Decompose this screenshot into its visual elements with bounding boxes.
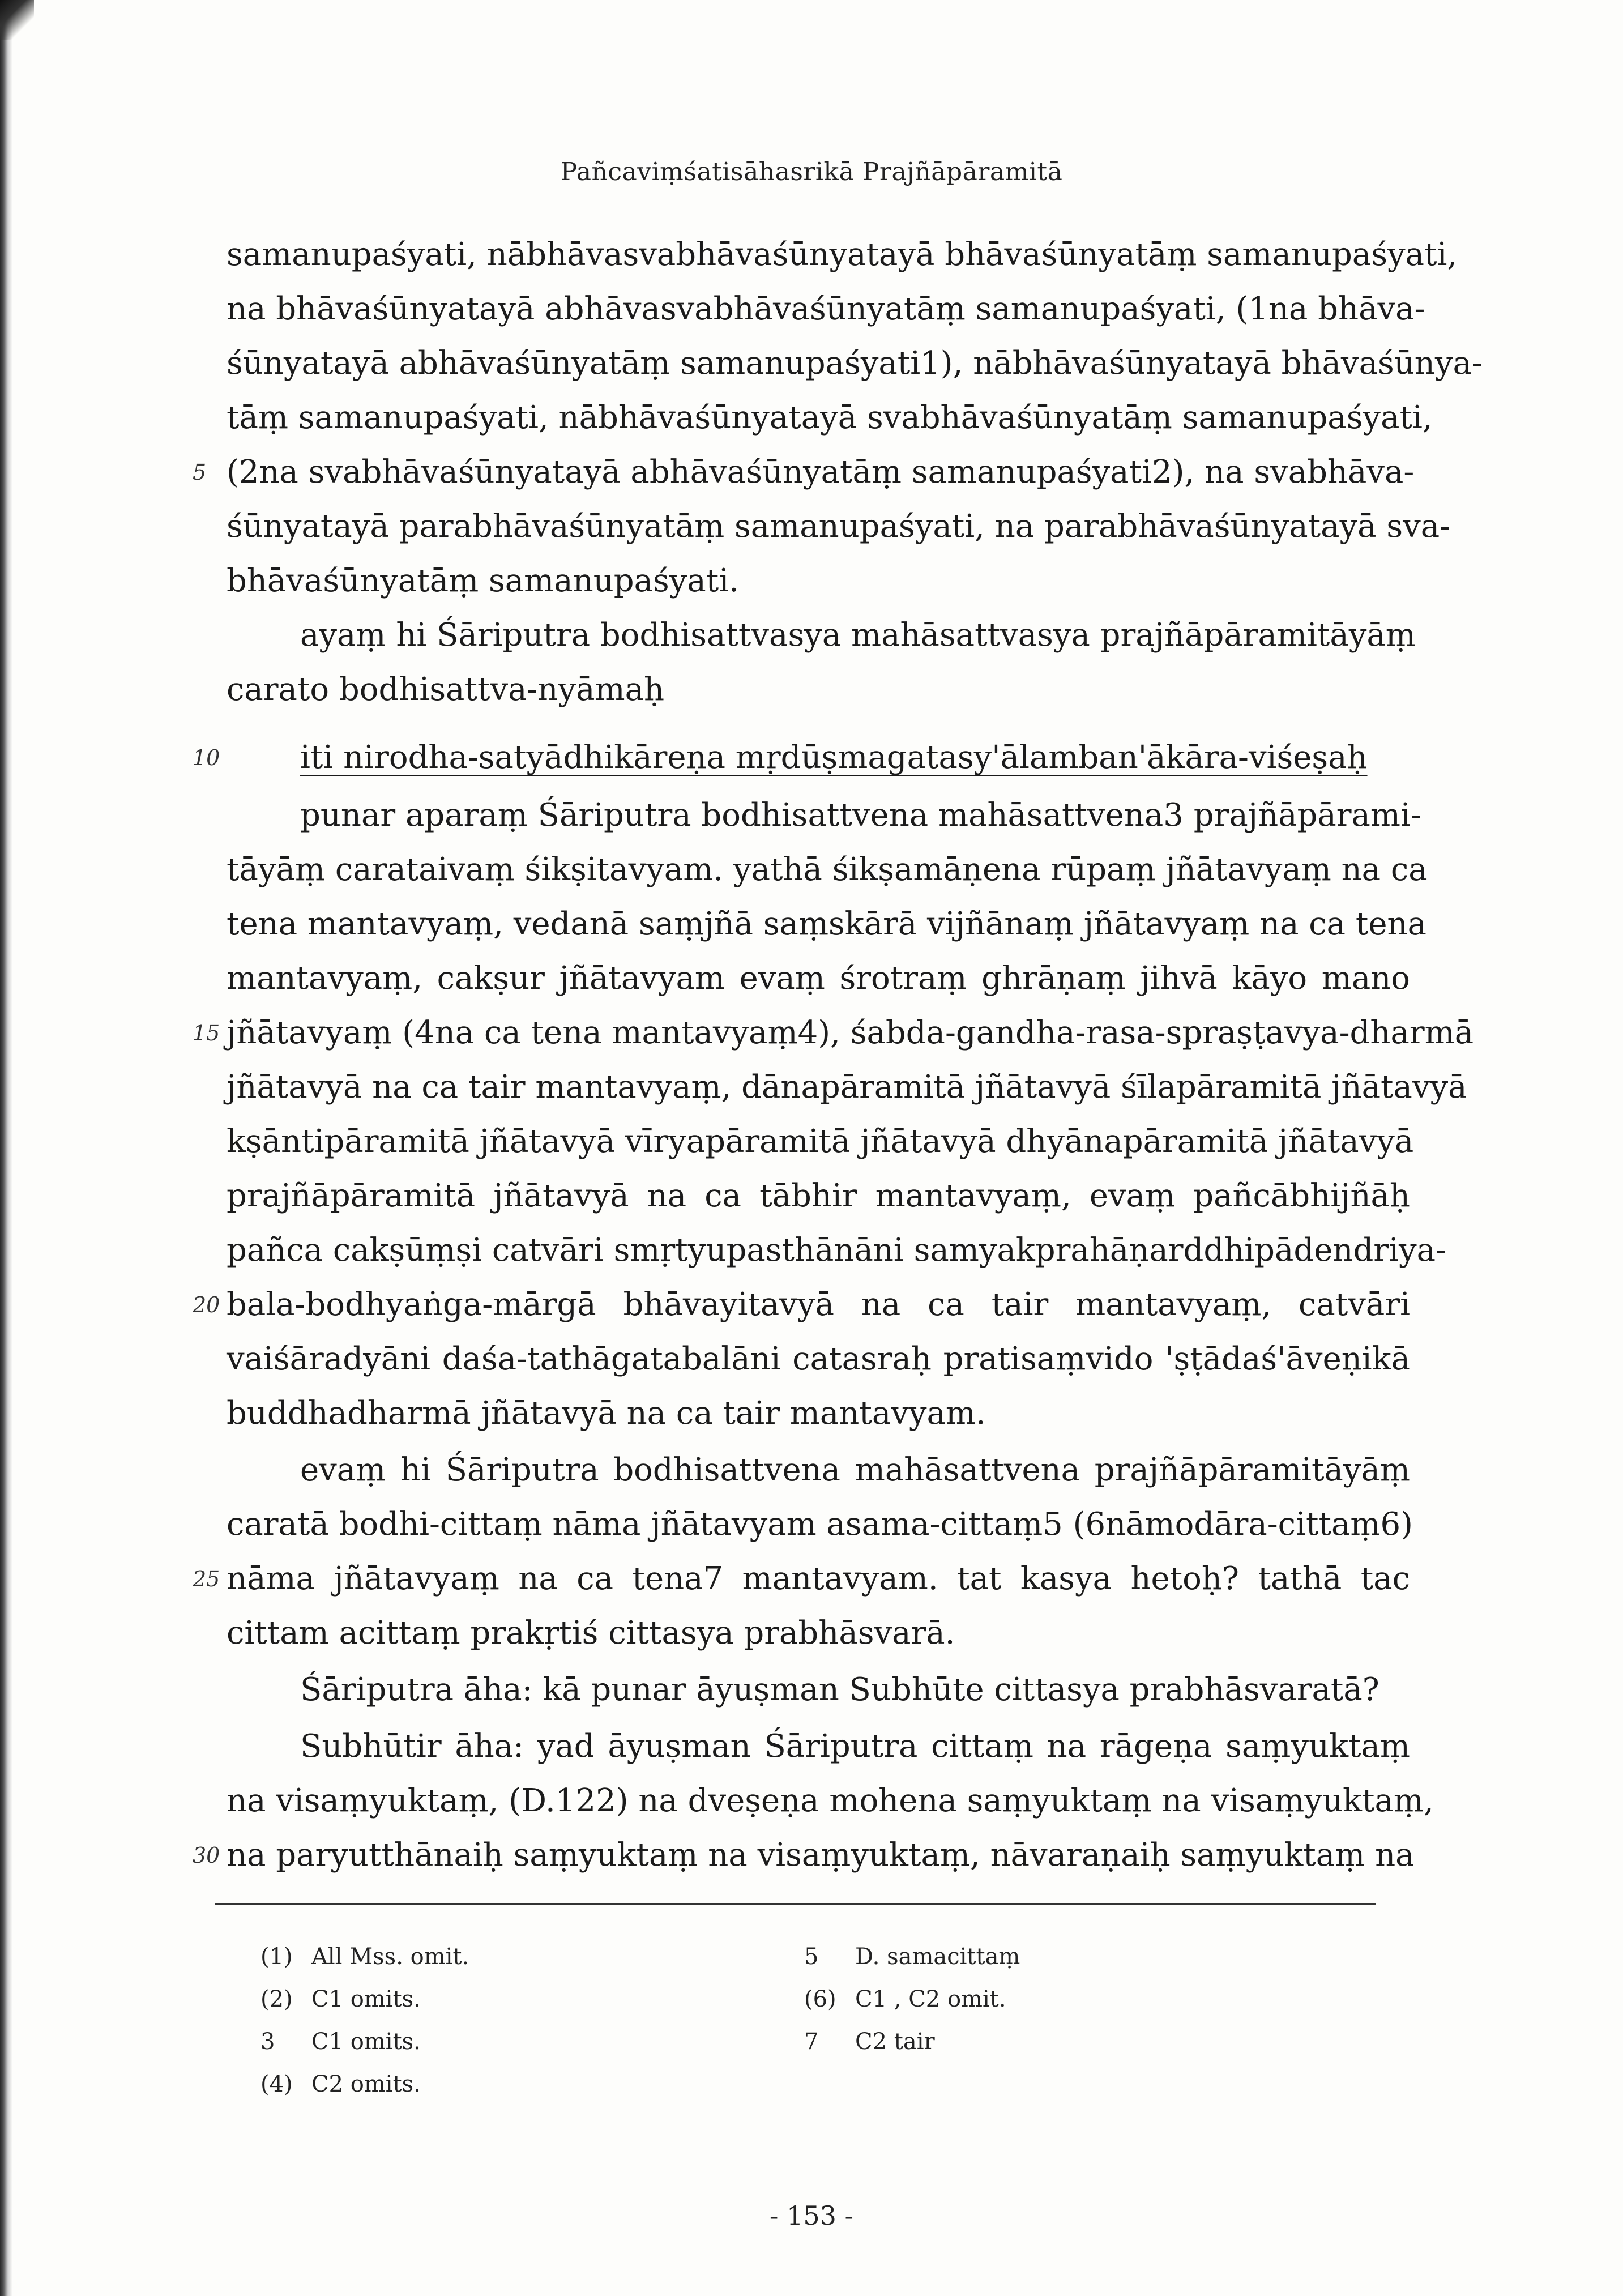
footnote-7: [804, 2022, 935, 2062]
text-line-2: na bhāvaśūnyatayā abhāvasvabhāvaśūnyatāṃ samanupaśyati, (1na bhāva-: [227, 291, 1425, 327]
text-line-3: śūnyatayā abhāvaśūnyatāṃ samanupaśyati1), nābhāvaśūnyatayā bhāvaśūnya-: [227, 345, 1483, 382]
text-line-5: (2na svabhāvaśūnyatayā abhāvaśūnyatāṃ samanupaśyati2), na svabhāva-: [227, 454, 1415, 490]
footnote-text: C1 omits.: [311, 2029, 421, 2055]
text-line-15: jñātavyaṃ (4na ca tena mantavyaṃ4), śabda-gandha-rasa-spraṣṭavya-dharmā: [227, 1014, 1474, 1051]
text-line-18: prajñāpāramitā jñātavyā na ca tābhir mantavyaṃ, evaṃ pañcābhijñāḥ: [227, 1177, 1410, 1214]
text-line-1: samanupaśyati, nābhāvasvabhāvaśūnyatayā bhāvaśūnyatāṃ samanupaśyati,: [227, 236, 1458, 273]
text-line-29: na visaṃyuktaṃ, (D.122) na dveṣeṇa mohena saṃyuktaṃ na visaṃyuktaṃ,: [227, 1782, 1434, 1819]
footnote-5: [804, 1937, 1020, 1977]
text-line-27: Śāriputra āha: kā punar āyuṣman Subhūte cittasya prabhāsvaratā?: [300, 1671, 1379, 1708]
footnote-6: [804, 1979, 1006, 2019]
text-line-23: evaṃ hi Śāriputra bodhisattvena mahāsattvena prajñāpāramitāyāṃ: [300, 1452, 1410, 1488]
text-line-25: nāma jñātavyaṃ na ca tena7 mantavyam. tat kasya hetoḥ? tathā tac: [227, 1560, 1410, 1597]
footnote-3: [260, 2022, 421, 2062]
text-line-16: jñātavyā na ca tair mantavyaṃ, dānapāramitā jñātavyā śīlapāramitā jñātavyā: [227, 1069, 1467, 1106]
text-line-8: ayaṃ hi Śāriputra bodhisattvasya mahāsattvasya prajñāpāramitāyāṃ: [300, 617, 1416, 654]
line-number-5: 5: [193, 460, 207, 485]
line-number-30: 30: [193, 1843, 220, 1868]
footnote-mark: (2): [260, 1986, 293, 2012]
footnote-text: C2 tair: [855, 2029, 935, 2055]
commentary-note-underlined: iti nirodha-satyādhikāreṇa mṛdūṣmagatasy'ālamban'ākāra-viśeṣaḥ: [300, 739, 1368, 776]
text-line-10: [300, 729, 1410, 786]
text-line-9: carato bodhisattva-nyāmaḥ: [227, 671, 665, 708]
footnote-mark: (4): [260, 2071, 293, 2097]
scan-edge-shadow: [0, 0, 12, 2296]
text-line-19: pañca cakṣūṃṣi catvāri smṛtyupasthānāni samyakprahāṇarddhipādendriya-: [227, 1232, 1446, 1269]
text-line-17: kṣāntipāramitā jñātavyā vīryapāramitā jñātavyā dhyānapāramitā jñātavyā: [227, 1123, 1414, 1160]
footnote-text: All Mss. omit.: [311, 1944, 469, 1970]
text-line-24: caratā bodhi-cittaṃ nāma jñātavyam asama-cittaṃ5 (6nāmodāra-cittaṃ6): [227, 1506, 1413, 1543]
line-number-25: 25: [193, 1567, 220, 1591]
line-number-10: 10: [193, 745, 220, 770]
text-line-30: na paryutthānaiḥ saṃyuktaṃ na visaṃyuktaṃ, nāvaraṇaiḥ saṃyuktaṃ na: [227, 1837, 1415, 1873]
text-line-7: bhāvaśūnyatāṃ samanupaśyati.: [227, 562, 739, 599]
line-number-20: 20: [193, 1292, 220, 1317]
footnote-mark: 7: [804, 2029, 819, 2055]
text-line-22: buddhadharmā jñātavyā na ca tair mantavyam.: [227, 1395, 986, 1432]
footnote-text: C1 , C2 omit.: [855, 1986, 1006, 2012]
page-number: - 153 -: [769, 2200, 854, 2231]
footnote-mark: (1): [260, 1944, 293, 1970]
footnote-mark: 3: [260, 2029, 275, 2055]
text-line-20: bala-bodhyaṅga-mārgā bhāvayitavyā na ca tair mantavyaṃ, catvāri: [227, 1286, 1410, 1323]
text-line-26: cittam acittaṃ prakṛtiś cittasya prabhāsvarā.: [227, 1615, 955, 1651]
footnote-rule: [215, 1903, 1376, 1905]
footnote-text: D. samacittaṃ: [855, 1944, 1020, 1970]
footnote-text: C1 omits.: [311, 1986, 421, 2012]
text-line-28: Subhūtir āha: yad āyuṣman Śāriputra cittaṃ na rāgeṇa saṃyuktaṃ: [300, 1728, 1410, 1765]
footnote-mark: (6): [804, 1986, 836, 2012]
text-line-13: tena mantavyaṃ, vedanā saṃjñā saṃskārā vijñānaṃ jñātavyaṃ na ca tena: [227, 906, 1426, 942]
text-line-21: vaiśāradyāni daśa-tathāgatabalāni catasraḥ pratisaṃvido 'ṣṭādaś'āveṇikā: [227, 1341, 1410, 1377]
footnote-2: [260, 1979, 421, 2019]
scan-corner-mark: [0, 0, 34, 40]
footnote-text: C2 omits.: [311, 2071, 421, 2097]
line-number-15: 15: [193, 1021, 220, 1045]
footnote-mark: 5: [804, 1944, 819, 1970]
footnote-4: [260, 2064, 421, 2104]
text-line-4: tāṃ samanupaśyati, nābhāvaśūnyatayā svabhāvaśūnyatāṃ samanupaśyati,: [227, 399, 1433, 436]
running-head: Pañcaviṃśatisāhasrikā Prajñāpāramitā: [560, 157, 1063, 186]
text-line-14: mantavyaṃ, cakṣur jñātavyam evaṃ śrotraṃ ghrāṇaṃ jihvā kāyo mano: [227, 960, 1410, 997]
text-line-6: śūnyatayā parabhāvaśūnyatāṃ samanupaśyati, na parabhāvaśūnyatayā sva-: [227, 508, 1451, 545]
footnote-1: [260, 1937, 469, 1977]
text-line-12: tāyāṃ carataivaṃ śikṣitavyam. yathā śikṣamāṇena rūpaṃ jñātavyaṃ na ca: [227, 851, 1428, 888]
text-line-11: punar aparaṃ Śāriputra bodhisattvena mahāsattvena3 prajñāpārami-: [300, 797, 1421, 834]
